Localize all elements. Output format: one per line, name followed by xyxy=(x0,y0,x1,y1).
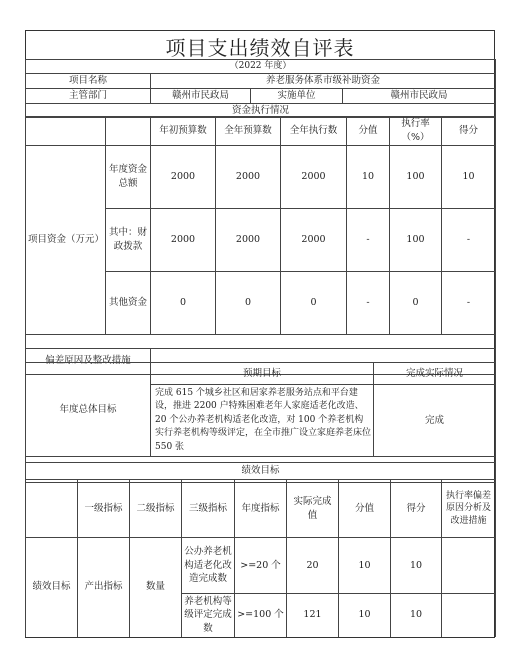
perf-header: 年度指标 xyxy=(235,480,287,538)
perf-score: 10 xyxy=(339,594,391,637)
fund-cell: 2000 xyxy=(281,208,347,271)
fund-cell: 0 xyxy=(390,271,442,334)
fund-cell: - xyxy=(442,271,496,334)
perf-got: 10 xyxy=(391,538,442,594)
perf-level2: 数量 xyxy=(130,538,182,637)
fund-header: 执行率（%） xyxy=(390,117,442,146)
fund-cell: 0 xyxy=(216,271,281,334)
fund-header: 年初预算数 xyxy=(151,117,216,146)
perf-level3: 养老机构等级评定完成数 xyxy=(182,594,235,637)
fund-cell: 100 xyxy=(390,208,442,271)
perf-header: 二级指标 xyxy=(130,480,182,538)
project-name-value: 养老服务体系市级补助资金 xyxy=(151,74,496,89)
expected-target-label: 预期目标 xyxy=(151,363,374,385)
actual-label: 完成实际情况 xyxy=(374,363,496,385)
project-name-label: 项目名称 xyxy=(26,74,151,89)
perf-table xyxy=(25,462,496,637)
actual-text: 完成 xyxy=(374,385,496,457)
fund-table xyxy=(25,116,496,375)
annual-target-label: 年度总体目标 xyxy=(26,363,151,457)
header-table xyxy=(25,59,496,118)
fund-row-name: 其中：财政拨款 xyxy=(106,208,151,271)
perf-actual: 20 xyxy=(287,538,339,594)
fund-cell: - xyxy=(347,271,390,334)
perf-note xyxy=(442,594,496,637)
fund-header: 分值 xyxy=(347,117,390,146)
fund-cell: 2000 xyxy=(151,208,216,271)
perf-header: 实际完成值 xyxy=(287,480,339,538)
fund-cell: 2000 xyxy=(216,208,281,271)
deviation-label: 偏差原因及整改措施 xyxy=(26,348,151,374)
perf-group-label: 绩效目标 xyxy=(26,538,78,637)
fund-cell: 10 xyxy=(347,145,390,208)
fund-row-name: 年度资金总额 xyxy=(106,145,151,208)
expected-target-text: 完成 615 个城乡社区和居家养老服务站点和平台建设，推进 2200 户特殊困难老年人家庭适老化改造、20 个公办养老机构适老化改造，对 100 个养老机构实行养老机构等级评定，在全市推广设立家庭养老床位 550 张 xyxy=(151,385,374,457)
perf-note xyxy=(442,538,496,594)
fund-cell: 2000 xyxy=(281,145,347,208)
fund-cell: 0 xyxy=(151,271,216,334)
fund-section-title: 资金执行情况 xyxy=(26,103,496,118)
fund-header: 得分 xyxy=(442,117,496,146)
fund-label: 项目资金（万元） xyxy=(26,145,106,334)
form-title: 项目支出绩效自评表 xyxy=(165,36,355,60)
perf-score: 10 xyxy=(339,538,391,594)
perf-header: 得分 xyxy=(391,480,442,538)
dept-value: 赣州市民政局 xyxy=(151,88,251,103)
fund-cell: 100 xyxy=(390,145,442,208)
perf-header: 三级指标 xyxy=(182,480,235,538)
perf-header: 执行率偏差原因分析及改进措施 xyxy=(442,480,496,538)
perf-target: >=100 个 xyxy=(235,594,287,637)
impl-value: 赣州市民政局 xyxy=(343,88,496,103)
fund-cell: 0 xyxy=(281,271,347,334)
fund-cell: - xyxy=(347,208,390,271)
dept-label: 主管部门 xyxy=(26,88,151,103)
fund-row-name: 其他资金 xyxy=(106,271,151,334)
fund-cell: - xyxy=(442,208,496,271)
fund-cell: 10 xyxy=(442,145,496,208)
perf-section-title: 绩效目标 xyxy=(26,463,496,480)
fund-header: 全年执行数 xyxy=(281,117,347,146)
perf-target: >=20 个 xyxy=(235,538,287,594)
perf-header: 分值 xyxy=(339,480,391,538)
perf-header: 一级指标 xyxy=(78,480,130,538)
perf-actual: 121 xyxy=(287,594,339,637)
impl-label: 实施单位 xyxy=(251,88,343,103)
perf-got: 10 xyxy=(391,594,442,637)
perf-level3: 公办养老机构适老化改造完成数 xyxy=(182,538,235,594)
fund-header: 全年预算数 xyxy=(216,117,281,146)
fund-cell: 2000 xyxy=(151,145,216,208)
year-label: （2022 年度） xyxy=(26,60,496,74)
fund-cell: 2000 xyxy=(216,145,281,208)
perf-level1: 产出指标 xyxy=(78,538,130,637)
